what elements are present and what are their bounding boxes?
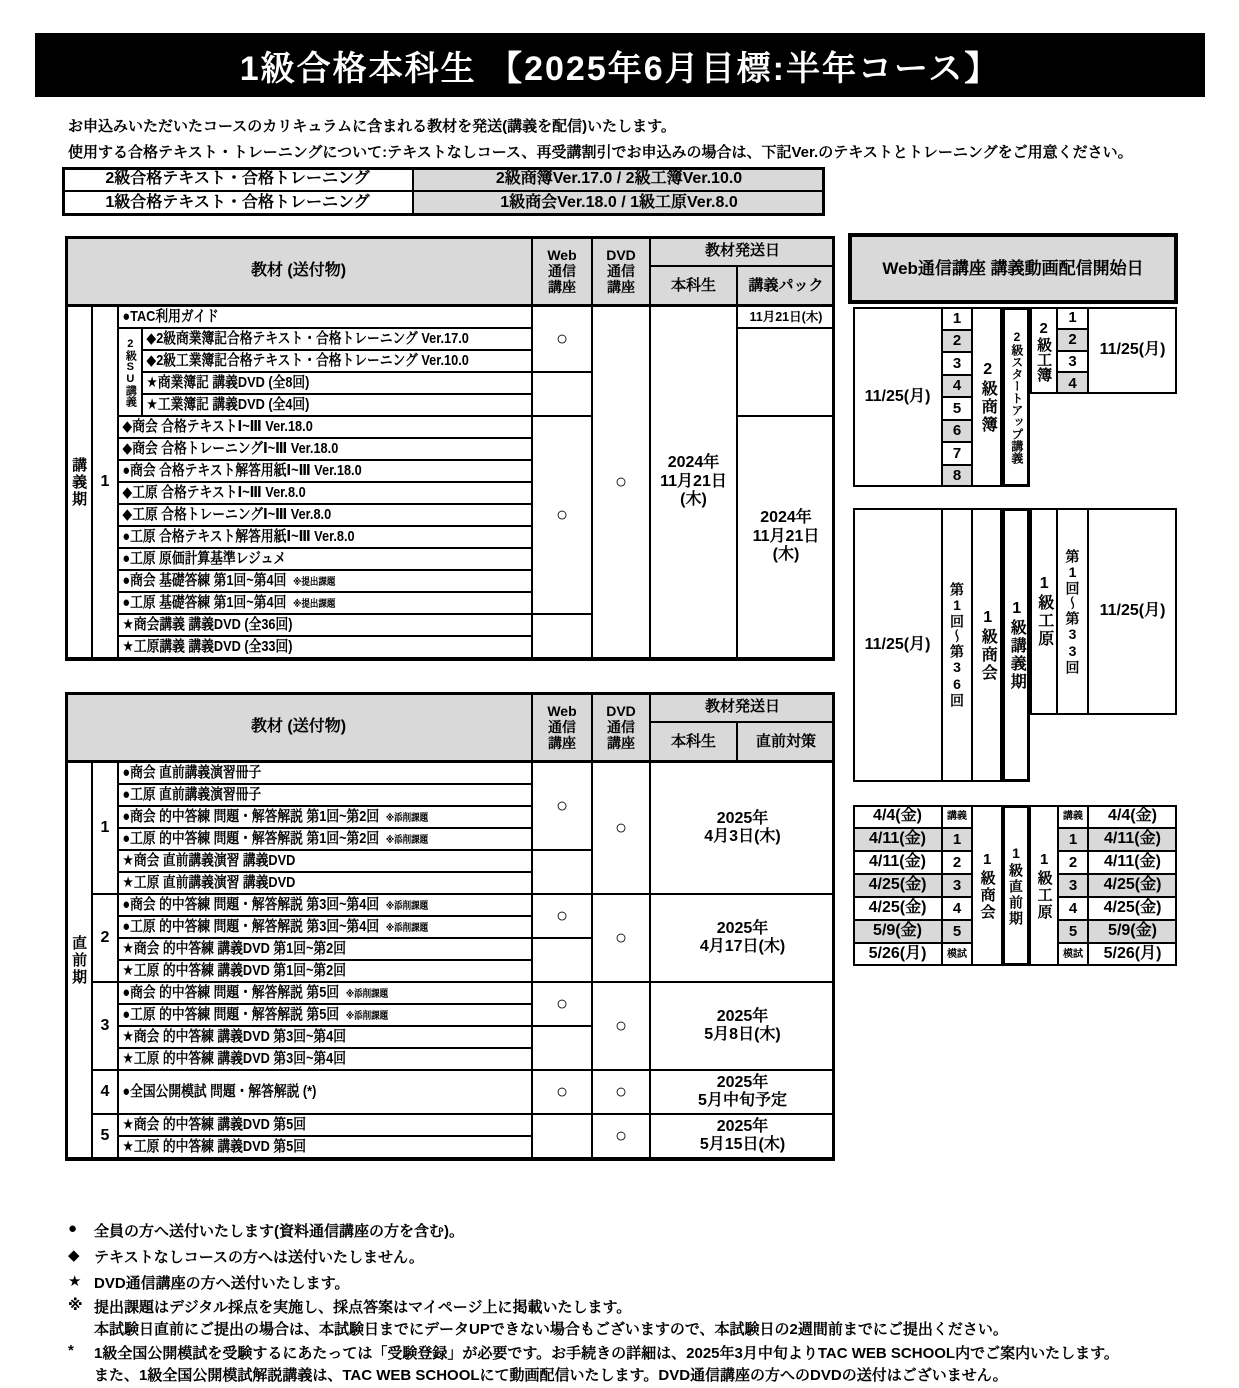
period-label: 直前期 [65, 762, 92, 1158]
header-dvd-line: DVD [606, 702, 636, 719]
web-empty-cell [532, 850, 592, 894]
circle-mark: ○ [555, 993, 569, 1015]
circle-mark: ○ [555, 905, 569, 927]
item-text: ★商会講義 講義DVD (全36回) [122, 616, 293, 634]
shipping-date-cell [650, 894, 835, 982]
version-row-label: 2級合格テキスト・合格トレーニング [62, 167, 413, 191]
material-item [118, 982, 532, 1004]
material-item [118, 828, 532, 850]
circle-mark: ○ [614, 817, 628, 839]
schedule-date: 5/9(金) [1088, 920, 1177, 943]
header-dvd-course [592, 236, 650, 306]
dvd-mark-cell [592, 1070, 650, 1114]
subject-label-kogen: 1級工原 [1030, 805, 1058, 966]
dvd-mark-cell [592, 982, 650, 1070]
materials-table-lecture-period [65, 236, 835, 661]
schedule-session: 模試 [1058, 943, 1088, 966]
item-text: ◆工原 合格トレーニングⅠ~Ⅲ Ver.8.0 [122, 506, 332, 524]
date-line: 2025年 [716, 1117, 769, 1135]
material-item [118, 614, 532, 636]
item-text: ●工原 基礎答練 第1回~第4回 [122, 594, 287, 612]
footnote-row [68, 1272, 349, 1293]
item-text: ★工原講義 講義DVD (全33回) [122, 638, 293, 656]
subject-label-shokai: 1級商会 [972, 508, 1002, 782]
material-item [118, 548, 532, 570]
item-text: ★工原 的中答練 講義DVD 第5回 [122, 1138, 306, 1156]
intro-line-1: お申込みいただいたコースのカリキュラムに含まれる教材を発送(講義を配信)いたします。 [68, 118, 676, 135]
date-line: 5月15日(木) [699, 1136, 786, 1153]
material-item [118, 438, 532, 460]
item-text: ●工原 的中答練 問題・解答解説 第3回~第4回 [122, 918, 380, 936]
material-item [118, 1026, 532, 1048]
date-line: 4月3日(木) [704, 828, 781, 845]
material-item [118, 592, 532, 614]
footnote-mark: ● [68, 1220, 78, 1237]
footnote-text: DVD通信講座の方へ送付いたします。 [94, 1275, 350, 1292]
start-date-cell: 11/25(月) [1088, 508, 1177, 715]
subject-label-shokai: 1級商会 [972, 805, 1002, 966]
schedule-date: 4/11(金) [1088, 828, 1177, 851]
session-number: 1 [942, 307, 972, 330]
session-number: 3 [1057, 351, 1088, 373]
date-line: 2024年 [760, 509, 812, 527]
schedule-session: 4 [1058, 897, 1088, 920]
item-note: ※添削課題 [385, 835, 429, 847]
circle-mark: ○ [614, 471, 628, 493]
footnote-mark [68, 1318, 94, 1339]
su-course-label: 2級SU講義 [118, 328, 142, 416]
item-text: ◆商会 合格トレーニングⅠ~Ⅲ Ver.18.0 [122, 440, 339, 458]
schedule-session: 講義 [942, 805, 972, 828]
intro-line-2: 使用する合格テキスト・トレーニングについて:テキストなしコース、再受講割引でお申込みの場合は、下記Ver.のテキストとトレーニングをご用意ください。 [68, 144, 1133, 161]
item-text: ●商会 的中答練 問題・解答解説 第3回~第4回 [122, 896, 380, 914]
schedule-session: 5 [1058, 920, 1088, 943]
session-range: 第1回〜第36回 [942, 508, 972, 782]
header-dvd-course [592, 692, 650, 762]
header-web-course [532, 692, 592, 762]
footnote-row [68, 1364, 1008, 1385]
date-line: 5月8日(木) [704, 1026, 781, 1043]
circle-mark: ○ [555, 1081, 569, 1103]
circle-mark: ○ [614, 1125, 628, 1147]
item-text: ●工原 合格テキスト解答用紙Ⅰ~Ⅲ Ver.8.0 [122, 528, 355, 546]
item-text: ★商会 的中答練 講義DVD 第1回~第2回 [122, 940, 347, 958]
web-empty-cell [532, 614, 592, 658]
version-row-label: 1級合格テキスト・合格トレーニング [62, 191, 413, 216]
version-row-value: 2級商簿Ver.17.0 / 2級工簿Ver.10.0 [413, 167, 825, 191]
web-empty-cell [532, 1114, 592, 1158]
material-item [118, 1004, 532, 1026]
footnote-row [68, 1296, 631, 1317]
header-web-line: 講座 [548, 279, 576, 296]
footnote-mark: * [68, 1342, 74, 1359]
footnote-row [68, 1342, 1119, 1363]
material-item [118, 938, 532, 960]
date-line: 5月中旬予定 [698, 1092, 787, 1109]
material-item [118, 416, 532, 438]
header-dvd-line: DVD [606, 246, 636, 263]
footnote-mark [68, 1364, 94, 1385]
header-dvd-line: 通信 [607, 262, 635, 279]
item-text: ◆2級商業簿記合格テキスト・合格トレーニング Ver.17.0 [146, 330, 469, 348]
item-note: ※添削課題 [385, 813, 429, 825]
schedule-date: 4/11(金) [853, 828, 942, 851]
header-shipping-date: 教材発送日 [650, 692, 835, 722]
shipping-date-cell [650, 1070, 835, 1114]
web-mark-cell [532, 982, 592, 1026]
period-label: 講義期 [65, 306, 92, 658]
circle-mark: ○ [555, 504, 569, 526]
item-text: ●商会 基礎答練 第1回~第4回 [122, 572, 287, 590]
page-title-banner [35, 33, 1205, 97]
item-text: ★商業簿記 講義DVD (全8回) [146, 374, 310, 392]
web-mark-cell [532, 306, 592, 372]
schedule-date: 5/9(金) [853, 920, 942, 943]
honkasei-date-cell [650, 306, 737, 658]
item-note: ※提出課題 [293, 599, 336, 611]
item-note: ※添削課題 [385, 901, 429, 913]
date-line: 2025年 [716, 1073, 769, 1091]
schedule-date: 4/25(金) [853, 897, 942, 920]
date-line: (木) [772, 546, 800, 564]
item-text: ●商会 的中答練 問題・解答解説 第5回 [122, 984, 340, 1002]
item-text: ★工原 的中答練 講義DVD 第3回~第4回 [122, 1050, 347, 1068]
session-number: 7 [942, 442, 972, 465]
schedule-date: 4/25(金) [1088, 874, 1177, 897]
item-text: ●工原 的中答練 問題・解答解説 第5回 [122, 1006, 340, 1024]
schedule-date: 4/25(金) [1088, 897, 1177, 920]
footnote-row [68, 1220, 464, 1241]
material-item [118, 636, 532, 658]
header-web-line: 通信 [548, 718, 576, 735]
header-dvd-line: 通信 [607, 718, 635, 735]
date-line: 11月21日 [752, 527, 820, 545]
material-item [118, 894, 532, 916]
schedule-date: 4/11(金) [1088, 851, 1177, 874]
start-date-cell: 11/25(月) [853, 508, 942, 782]
session-number: 1 [1057, 307, 1088, 329]
web-empty-cell [532, 938, 592, 982]
circle-mark: ○ [555, 328, 569, 350]
material-item [118, 762, 532, 784]
schedule-session: 5 [942, 920, 972, 943]
session-number: 3 [942, 352, 972, 375]
group-number: 4 [92, 1070, 118, 1114]
schedule-session: 2 [1058, 851, 1088, 874]
start-date-cell: 11/25(月) [1088, 307, 1177, 394]
footnote-row [68, 1246, 424, 1267]
item-text: ●工原 直前講義演習冊子 [122, 786, 262, 804]
material-item [142, 328, 532, 350]
material-item [118, 916, 532, 938]
item-text: ●工原 原価計算基準レジュメ [122, 550, 287, 568]
header-web-course [532, 236, 592, 306]
material-item [118, 1114, 532, 1136]
group-number: 3 [92, 982, 118, 1070]
material-item [118, 526, 532, 548]
circle-mark: ○ [555, 795, 569, 817]
shipping-date-cell [650, 762, 835, 894]
schedule-session: 1 [942, 828, 972, 851]
footnote-text: 本試験日直前にご提出の場合は、本試験日までにデータUPできない場合もございますので、本試験日の2週間前までにご提出ください。 [94, 1321, 1008, 1338]
item-text: ★工業簿記 講義DVD (全4回) [146, 396, 310, 414]
header-kogi-pack: 講義パック [737, 266, 835, 306]
date-line: 2025年 [716, 1007, 769, 1025]
header-shipping-date: 教材発送日 [650, 236, 835, 266]
material-item [118, 806, 532, 828]
item-note: ※提出課題 [293, 577, 336, 589]
schedule-date: 5/26(月) [1088, 943, 1177, 966]
session-number: 4 [942, 375, 972, 398]
footnote-text: また、1級全国公開模試解説講義は、TAC WEB SCHOOLにて動画配信いたします。DVD通信講座の方へのDVDの送付はございません。 [94, 1367, 1008, 1384]
item-text: ◆工原 合格テキストⅠ~Ⅲ Ver.8.0 [122, 484, 306, 502]
footnote-text: テキストなしコースの方へは送付いたしません。 [94, 1249, 424, 1266]
circle-mark: ○ [614, 1015, 628, 1037]
date-line: 2025年 [716, 919, 769, 937]
date-line: (木) [680, 491, 707, 509]
subject-label-kobo: 2級工簿 [1030, 307, 1057, 394]
session-number: 6 [942, 420, 972, 443]
schedule-session: 3 [942, 874, 972, 897]
material-item [118, 482, 532, 504]
material-item [142, 350, 532, 372]
start-date-cell: 11/25(月) [853, 307, 942, 487]
item-text: ●工原 的中答練 問題・解答解説 第1回~第2回 [122, 830, 380, 848]
footnote-text: 全員の方へ送付いたします(資料通信講座の方を含む)。 [94, 1223, 464, 1240]
material-item [118, 872, 532, 894]
material-item [118, 1048, 532, 1070]
session-number: 2 [942, 330, 972, 353]
dvd-mark-cell [592, 762, 650, 894]
item-text: ★工原 的中答練 講義DVD 第1回~第2回 [122, 962, 347, 980]
date-line: 4月17日(木) [699, 938, 786, 955]
schedule-date: 5/26(月) [853, 943, 942, 966]
session-number: 8 [942, 465, 972, 488]
header-dvd-line: 講座 [607, 279, 635, 296]
material-item [118, 1070, 532, 1114]
material-item [118, 306, 532, 328]
header-honkasei: 本科生 [650, 266, 737, 306]
web-streaming-header: Web通信講座 講義動画配信開始日 [848, 233, 1178, 304]
header-materials: 教材 (送付物) [65, 692, 532, 762]
group-number: 5 [92, 1114, 118, 1158]
course-label-lecture-period: 1級講義期 [1002, 508, 1030, 782]
session-range: 第1回〜第33回 [1057, 508, 1088, 715]
schedule-session: 4 [942, 897, 972, 920]
web-mark-cell [532, 762, 592, 850]
item-text: ●TAC利用ガイド [122, 308, 219, 326]
item-note: ※添削課題 [345, 989, 389, 1001]
version-row-value: 1級商会Ver.18.0 / 1級工原Ver.8.0 [413, 191, 825, 216]
session-number: 4 [1057, 372, 1088, 394]
header-web-line: Web [547, 246, 577, 263]
web-mark-cell [532, 1070, 592, 1114]
material-item [118, 1136, 532, 1158]
web-mark-cell [532, 416, 592, 614]
materials-table-final-period [65, 692, 835, 1161]
header-dvd-line: 講座 [607, 735, 635, 752]
web-mark-cell [532, 894, 592, 938]
group-number: 1 [92, 762, 118, 894]
dvd-mark-cell [592, 306, 650, 658]
footnote-mark: ★ [68, 1273, 82, 1290]
material-item [118, 850, 532, 872]
header-web-line: 講座 [548, 735, 576, 752]
dvd-mark-cell [592, 1114, 650, 1158]
material-item [118, 504, 532, 526]
session-number: 2 [1057, 329, 1088, 351]
shipping-date-cell [650, 1114, 835, 1158]
item-text: ◆2級工業簿記合格テキスト・合格トレーニング Ver.10.0 [146, 352, 469, 370]
footnote-mark: ◆ [68, 1247, 80, 1264]
item-text: ★工原 直前講義演習 講義DVD [122, 874, 296, 892]
footnote-text: 1級全国公開模試を受験するにあたっては「受験登録」が必要です。お手続きの詳細は、2025年3月中旬よりTAC WEB SCHOOL内でご案内いたします。 [94, 1345, 1119, 1362]
subject-label-shobo: 2級商簿 [972, 307, 1002, 487]
shipping-date-cell [650, 982, 835, 1070]
material-item [118, 460, 532, 482]
schedule-session: 講義 [1058, 805, 1088, 828]
pack-first-date-cell: 11月21日(木) [737, 306, 835, 328]
schedule-session: 2 [942, 851, 972, 874]
material-item [142, 372, 532, 394]
version-table [62, 167, 825, 216]
header-materials: 教材 (送付物) [65, 236, 532, 306]
header-honkasei: 本科生 [650, 722, 737, 762]
header-web-line: 通信 [548, 262, 576, 279]
item-text: ★商会 直前講義演習 講義DVD [122, 852, 296, 870]
schedule-session: 1 [1058, 828, 1088, 851]
pack-empty-cell [737, 328, 835, 416]
group-number: 2 [92, 894, 118, 982]
footnote-text: 提出課題はデジタル採点を実施し、採点答案はマイページ上に掲載いたします。 [94, 1299, 632, 1316]
page-title: 1級合格本科生 【2025年6月目標:半年コース】 [239, 49, 1001, 88]
item-note: ※添削課題 [385, 923, 429, 935]
item-note: ※添削課題 [345, 1011, 389, 1023]
circle-mark: ○ [614, 927, 628, 949]
schedule-session: 模試 [942, 943, 972, 966]
item-text: ★商会 的中答練 講義DVD 第5回 [122, 1116, 306, 1134]
schedule-date: 4/25(金) [853, 874, 942, 897]
date-line: 2024年 [667, 454, 720, 472]
dvd-mark-cell [592, 894, 650, 982]
footnote-row [68, 1318, 1008, 1339]
item-text: ●商会 直前講義演習冊子 [122, 764, 262, 782]
material-item [118, 960, 532, 982]
item-text: ★商会 的中答練 講義DVD 第3回~第4回 [122, 1028, 347, 1046]
material-item [142, 394, 532, 416]
course-label-final-period: 1級直前期 [1002, 805, 1030, 966]
web-empty-cell [532, 1026, 592, 1070]
material-item [118, 784, 532, 806]
date-line: 2025年 [716, 809, 769, 827]
schedule-date: 4/11(金) [853, 851, 942, 874]
pack-date-cell [737, 416, 835, 658]
item-text: ●全国公開模試 問題・解答解説 (*) [122, 1083, 317, 1101]
schedule-session: 3 [1058, 874, 1088, 897]
course-label-startup: 2級スタートアップ講義 [1002, 307, 1030, 487]
header-chokuzen-taisaku: 直前対策 [737, 722, 835, 762]
item-text: ●商会 合格テキスト解答用紙Ⅰ~Ⅲ Ver.18.0 [122, 462, 362, 480]
session-number: 5 [942, 397, 972, 420]
subject-label-kogen: 1級工原 [1030, 508, 1057, 715]
footnote-mark: ※ [68, 1297, 83, 1314]
circle-mark: ○ [614, 1081, 628, 1103]
item-text: ●商会 的中答練 問題・解答解説 第1回~第2回 [122, 808, 380, 826]
web-empty-cell [532, 372, 592, 416]
schedule-date: 4/4(金) [1088, 805, 1177, 828]
item-text: ◆商会 合格テキストⅠ~Ⅲ Ver.18.0 [122, 418, 313, 436]
header-web-line: Web [547, 702, 577, 719]
material-item [118, 570, 532, 592]
date-line: 11月21日 [660, 472, 727, 490]
group-number: 1 [92, 306, 118, 658]
schedule-date: 4/4(金) [853, 805, 942, 828]
